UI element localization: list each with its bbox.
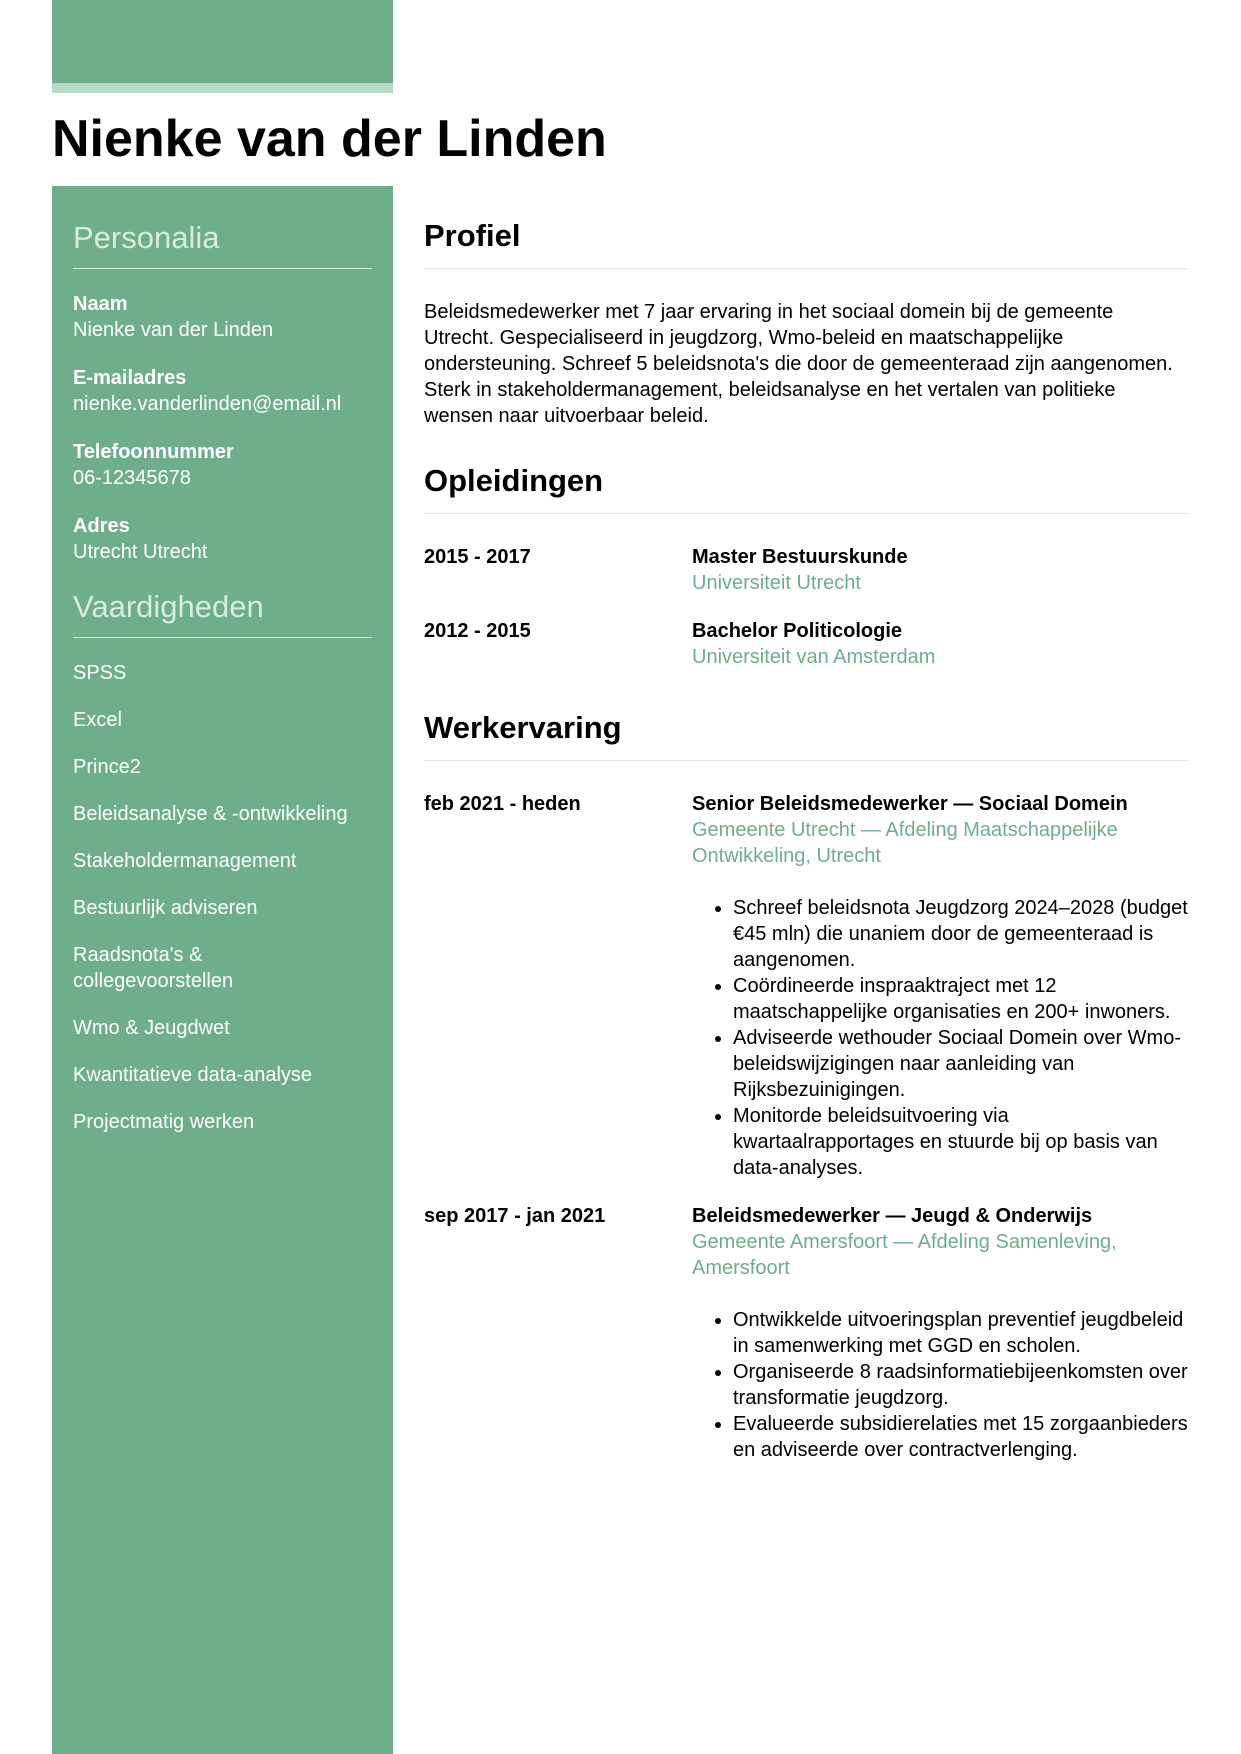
entry-period: 2012 - 2015 xyxy=(424,620,531,642)
education-divider xyxy=(424,513,1188,514)
experience-entry xyxy=(424,791,1188,1181)
field-label: Naam xyxy=(73,293,128,315)
field-value: Utrecht Utrecht xyxy=(73,541,208,563)
entry-period: feb 2021 - heden xyxy=(424,793,581,815)
education-entry xyxy=(424,618,1188,670)
achievement-item: • Ontwikkelde uitvoeringsplan preventief jeugdbeleid in samenwerking met GGD en scholen. xyxy=(733,1307,1188,1359)
field-value: nienke.vanderlinden@email.nl xyxy=(73,393,342,415)
candidate-name: Nienke van der Linden xyxy=(52,110,607,168)
education-entry xyxy=(424,544,1188,596)
skill-item: Wmo & Jeugdwet xyxy=(73,1017,230,1039)
skill-item: Stakeholdermanagement xyxy=(73,850,297,872)
skill-item: Projectmatig werken xyxy=(73,1111,255,1133)
entry-body xyxy=(692,1203,1188,1463)
entry-org: Gemeente Utrecht — Afdeling Maatschappelijke Ontwikkeling, Utrecht xyxy=(692,819,1118,867)
achievement-list xyxy=(692,895,1188,1181)
skill-item: Bestuurlijk adviseren xyxy=(73,897,258,919)
entry-title: Senior Beleidsmedewerker — Sociaal Domein xyxy=(692,793,1128,815)
skill-item: SPSS xyxy=(73,662,127,684)
field-value: Nienke van der Linden xyxy=(73,319,274,341)
field-value: 06-12345678 xyxy=(73,467,191,489)
skill-item: Kwantitatieve data-analyse xyxy=(73,1064,313,1086)
profile-heading: Profiel xyxy=(424,218,521,253)
experience-section xyxy=(424,706,1188,1463)
achievement-list xyxy=(692,1307,1188,1463)
field-label: E-mailadres xyxy=(73,367,187,389)
achievement-item: • Evalueerde subsidierelaties met 15 zorgaanbieders en adviseerde over contractverlenging. xyxy=(733,1411,1188,1463)
personalia-divider xyxy=(73,268,372,269)
education-section xyxy=(424,459,1188,670)
entry-title: Master Bestuurskunde xyxy=(692,546,908,568)
achievement-item: • Schreef beleidsnota Jeugdzorg 2024–2028 (budget €45 mln) die unaniem door de gemeenteraad is aangenomen. xyxy=(733,895,1188,973)
education-heading: Opleidingen xyxy=(424,463,604,498)
experience-heading: Werkervaring xyxy=(424,710,622,745)
profile-divider xyxy=(424,268,1188,269)
achievement-item: • Organiseerde 8 raadsinformatiebijeenkomsten over transformatie jeugdzorg. xyxy=(733,1359,1188,1411)
sidebar xyxy=(52,186,393,1754)
field-label: Adres xyxy=(73,515,130,537)
entry-org: Universiteit van Amsterdam xyxy=(692,646,936,668)
field-label: Telefoonnummer xyxy=(73,441,234,463)
header-accent-block xyxy=(52,0,393,83)
skill-item: Prince2 xyxy=(73,756,141,778)
entry-body xyxy=(692,544,1188,596)
main-content xyxy=(424,214,1188,1485)
field-email xyxy=(73,365,372,417)
skills-heading: Vaardigheden xyxy=(73,589,264,624)
achievement-item: • Coördineerde inspraaktraject met 12 maatschappelijke organisaties en 200+ inwoners. xyxy=(733,973,1188,1025)
entry-body xyxy=(692,791,1188,1181)
field-adres xyxy=(73,513,372,565)
skills-divider xyxy=(73,637,372,638)
profile-text: Beleidsmedewerker met 7 jaar ervaring in het sociaal domein bij de gemeente Utrecht. Gespecialiseerd in jeugdzorg, Wmo-beleid en maatschappelijke ondersteuning. Schreef 5 beleidsnota's die door de gemeenteraad zijn aangenomen. Sterk in stakeholdermanagement, beleidsanalyse en het vertalen van politieke wensen naar uitvoerbaar beleid. xyxy=(424,301,1173,427)
entry-title: Bachelor Politicologie xyxy=(692,620,903,642)
profile-section xyxy=(424,214,1188,429)
experience-entry xyxy=(424,1203,1188,1463)
achievement-item: • Adviseerde wethouder Sociaal Domein over Wmo-beleidswijzigingen naar aanleiding van Rijksbezuinigingen. xyxy=(733,1025,1188,1103)
field-telefoon xyxy=(73,439,372,491)
entry-period: 2015 - 2017 xyxy=(424,546,531,568)
skill-item: Excel xyxy=(73,709,122,731)
entry-period: sep 2017 - jan 2021 xyxy=(424,1205,606,1227)
experience-divider xyxy=(424,760,1188,761)
field-naam xyxy=(73,291,372,343)
entry-org: Gemeente Amersfoort — Afdeling Samenleving, Amersfoort xyxy=(692,1231,1117,1279)
entry-title: Beleidsmedewerker — Jeugd & Onderwijs xyxy=(692,1205,1093,1227)
skill-item: Raadsnota's & collegevoorstellen xyxy=(73,944,234,992)
personalia-heading: Personalia xyxy=(73,220,220,255)
skill-item: Beleidsanalyse & -ontwikkeling xyxy=(73,803,348,825)
entry-org: Universiteit Utrecht xyxy=(692,572,861,594)
header-accent-strip xyxy=(52,83,393,93)
entry-body xyxy=(692,618,1188,670)
achievement-item: • Monitorde beleidsuitvoering via kwartaalrapportages en stuurde bij op basis van data-analyses. xyxy=(733,1103,1188,1181)
